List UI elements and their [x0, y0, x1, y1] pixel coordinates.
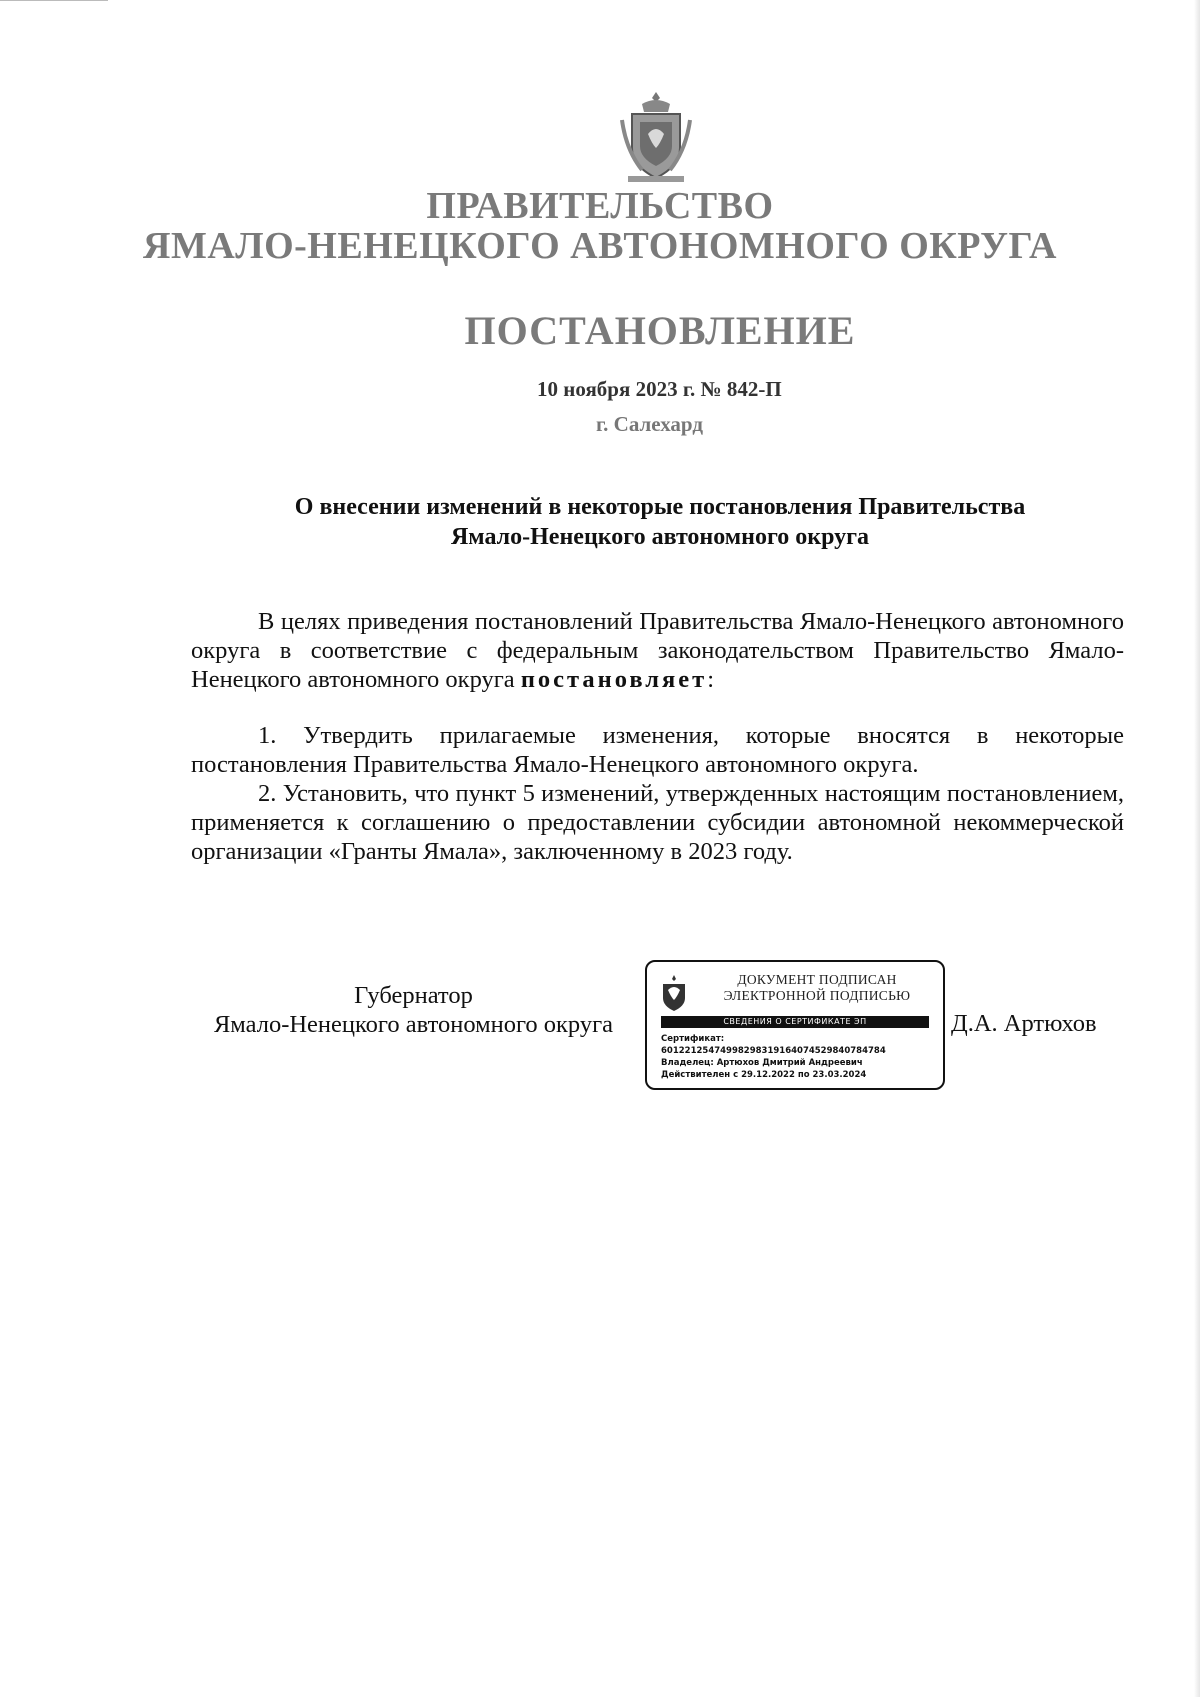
document-date-number: 10 ноября 2023 г. № 842-П	[537, 377, 782, 401]
signer-position-line2: Ямало-Ненецкого автономного округа	[213, 1010, 614, 1038]
document-kind-title: ПОСТАНОВЛЕНИЕ	[464, 308, 856, 353]
document-subject	[190, 492, 1130, 552]
stamp-heading-line2: ЭЛЕКТРОННОЙ ПОДПИСЬЮ	[723, 988, 911, 1003]
preamble-text: В целях приведения постановлений Правительства Ямало-Ненецкого автономного округа в соответствие с федеральным законодательством Правительство Ямало-Ненецкого автономного округа	[191, 608, 1124, 693]
stamp-certificate-label: Сертификат:	[661, 1034, 725, 1044]
scan-edge-top	[0, 0, 108, 1]
government-title-line1: ПРАВИТЕЛЬСТВО	[426, 185, 774, 227]
subject-line1: О внесении изменений в некоторые постановления Правительства	[294, 494, 1026, 520]
document-city: г. Салехард	[596, 412, 703, 436]
stamp-heading	[697, 972, 937, 1004]
decree-colon: :	[707, 665, 715, 693]
item-1-paragraph: 1. Утвердить прилагаемые изменения, которые вносятся в некоторые постановления Правительства Ямало-Ненецкого автономного округа.	[191, 722, 1124, 778]
stamp-owner: Владелец: Артюхов Дмитрий Андреевич	[661, 1058, 863, 1068]
subject-line2: Ямало-Ненецкого автономного округа	[450, 524, 870, 550]
government-title-line2: ЯМАЛО-НЕНЕЦКОГО АВТОНОМНОГО ОКРУГА	[143, 225, 1057, 267]
coat-of-arms-emblem	[618, 90, 694, 186]
electronic-signature-stamp	[645, 960, 945, 1090]
stamp-certificate-number: 601221254749982983191640745298407847​84	[661, 1046, 886, 1056]
stamp-emblem-icon	[659, 974, 689, 1014]
signer-name: Д.А. Артюхов	[951, 1010, 1097, 1037]
stamp-certificate-bar: СВЕДЕНИЯ О СЕРТИФИКАТЕ ЭП	[661, 1016, 929, 1028]
item-2-paragraph: 2. Установить, что пункт 5 изменений, утвержденных настоящим постановлением, применяется к соглашению о предоставлении субсидии автономной некоммерческой организации «Гранты Ямала», заключенному в 2023 году.	[191, 780, 1124, 865]
stamp-heading-line1: ДОКУМЕНТ ПОДПИСАН	[737, 972, 897, 987]
signer-position	[191, 982, 636, 1040]
signer-position-line1: Губернатор	[354, 982, 473, 1009]
preamble-paragraph	[191, 608, 1124, 694]
stamp-validity: Действителен с 29.12.2022 по 23.03.2024	[661, 1070, 867, 1080]
decree-word: постановляет	[520, 665, 708, 693]
